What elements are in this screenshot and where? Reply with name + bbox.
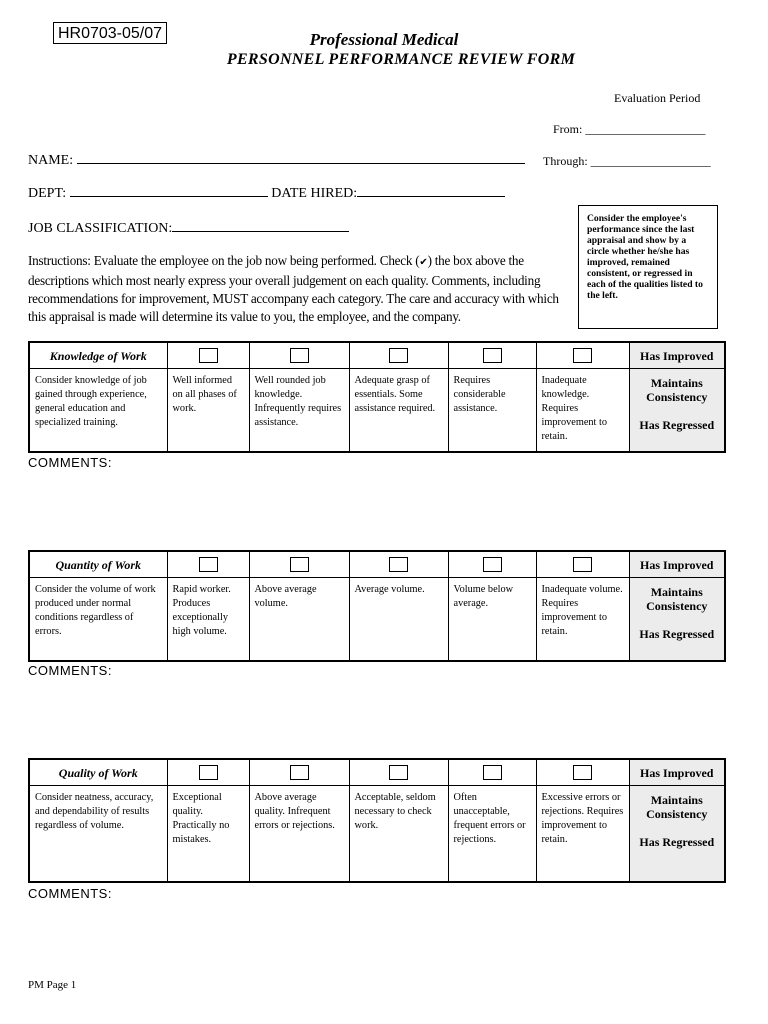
checkbox-icon[interactable] bbox=[199, 765, 218, 780]
rating-checkbox[interactable] bbox=[249, 759, 349, 786]
status-options bbox=[629, 369, 725, 452]
level-description: Well rounded job knowledge. Infrequently requires assistance. bbox=[249, 369, 349, 452]
checkbox-icon[interactable] bbox=[389, 765, 408, 780]
job-classification-label: JOB CLASSIFICATION: bbox=[28, 221, 173, 236]
appraisal-note-box: Consider the employee's performance since the last appraisal and show by a circle whether he/she has improved, remained consistent, or regressed in each of the qualities listed to the left. bbox=[578, 205, 718, 329]
level-description: Above average quality. Infrequent errors or rejections. bbox=[249, 786, 349, 882]
level-description: Exceptional quality. Practically no mistakes. bbox=[167, 786, 249, 882]
name-field[interactable] bbox=[28, 151, 525, 169]
checkbox-icon[interactable] bbox=[199, 348, 218, 363]
form-title-line1: Professional Medical bbox=[309, 30, 459, 49]
status-maintains-line1: Maintains bbox=[650, 376, 703, 390]
instructions bbox=[28, 252, 568, 326]
status-maintains[interactable] bbox=[635, 793, 720, 821]
category-title: Quality of Work bbox=[29, 759, 167, 786]
status-maintains[interactable] bbox=[635, 376, 720, 404]
category-description: Consider the volume of work produced under normal conditions regardless of errors. bbox=[29, 578, 167, 661]
comments-label: COMMENTS: bbox=[28, 886, 112, 901]
evaluation-period-label: Evaluation Period bbox=[614, 91, 701, 105]
status-has-regressed[interactable]: Has Regressed bbox=[639, 418, 715, 432]
status-has-improved[interactable]: Has Improved bbox=[629, 759, 725, 786]
section-quality-of-work bbox=[28, 758, 726, 883]
status-has-improved[interactable]: Has Improved bbox=[629, 342, 725, 369]
comments-label: COMMENTS: bbox=[28, 455, 112, 470]
checkbox-icon[interactable] bbox=[199, 557, 218, 572]
level-description: Inadequate knowledge. Requires improvement to retain. bbox=[536, 369, 629, 452]
status-maintains-line1: Maintains bbox=[650, 585, 703, 599]
checkbox-icon[interactable] bbox=[483, 765, 502, 780]
category-title: Quantity of Work bbox=[29, 551, 167, 578]
checkbox-icon[interactable] bbox=[290, 765, 309, 780]
level-description: Above average volume. bbox=[249, 578, 349, 661]
status-maintains-line1: Maintains bbox=[650, 793, 703, 807]
dept-field[interactable] bbox=[28, 184, 505, 202]
status-maintains-line2: Consistency bbox=[646, 807, 708, 821]
rating-checkbox[interactable] bbox=[349, 342, 448, 369]
category-description: Consider neatness, accuracy, and dependability of results regardless of volume. bbox=[29, 786, 167, 882]
job-classification-input-line[interactable] bbox=[172, 219, 349, 232]
category-description: Consider knowledge of job gained through experience, general education and specialized training. bbox=[29, 369, 167, 452]
job-classification-field[interactable] bbox=[28, 219, 349, 237]
rating-checkbox[interactable] bbox=[349, 759, 448, 786]
level-description: Adequate grasp of essentials. Some assistance required. bbox=[349, 369, 448, 452]
name-input-line[interactable] bbox=[77, 151, 525, 164]
status-maintains-line2: Consistency bbox=[646, 390, 708, 404]
rating-checkbox[interactable] bbox=[536, 551, 629, 578]
comments-label: COMMENTS: bbox=[28, 663, 112, 678]
rating-checkbox[interactable] bbox=[448, 551, 536, 578]
level-description: Inadequate volume. Requires improvement to retain. bbox=[536, 578, 629, 661]
checkbox-icon[interactable] bbox=[573, 348, 592, 363]
rating-checkbox[interactable] bbox=[167, 551, 249, 578]
status-options bbox=[629, 786, 725, 882]
level-description: Excessive errors or rejections. Requires improvement to retain. bbox=[536, 786, 629, 882]
rating-checkbox[interactable] bbox=[536, 759, 629, 786]
rating-checkbox[interactable] bbox=[167, 759, 249, 786]
category-title: Knowledge of Work bbox=[29, 342, 167, 369]
instructions-text-end: ) the box above the descriptions which most nearly express your overall judgement on each quality. Comments, including recommendations for improvement, MUST accompany each category. The care and accuracy with which this appraisal is made will determine its value to you, the employee, and the company. bbox=[28, 253, 559, 324]
level-description: Rapid worker. Produces exceptionally high volume. bbox=[167, 578, 249, 661]
through-field[interactable]: Through: ____________________ bbox=[543, 154, 711, 168]
checkbox-icon[interactable] bbox=[290, 348, 309, 363]
dept-label: DEPT: bbox=[28, 186, 67, 201]
rating-checkbox[interactable] bbox=[249, 551, 349, 578]
checkbox-icon[interactable] bbox=[290, 557, 309, 572]
page-footer: PM Page 1 bbox=[28, 979, 77, 991]
checkbox-icon[interactable] bbox=[483, 557, 502, 572]
rating-checkbox[interactable] bbox=[536, 342, 629, 369]
dept-input-line[interactable] bbox=[70, 184, 268, 197]
rating-checkbox[interactable] bbox=[249, 342, 349, 369]
form-code: HR0703-05/07 bbox=[53, 22, 167, 44]
status-maintains-line2: Consistency bbox=[646, 599, 708, 613]
checkbox-icon[interactable] bbox=[389, 348, 408, 363]
section-quantity-of-work bbox=[28, 550, 726, 662]
section-knowledge-of-work bbox=[28, 341, 726, 453]
level-description: Average volume. bbox=[349, 578, 448, 661]
rating-checkbox[interactable] bbox=[167, 342, 249, 369]
check-mark-icon: ✔ bbox=[419, 257, 428, 268]
form-title-line2: PERSONNEL PERFORMANCE REVIEW FORM bbox=[226, 51, 576, 68]
level-description: Requires considerable assistance. bbox=[448, 369, 536, 452]
name-label: NAME: bbox=[28, 153, 74, 168]
instructions-text-start: Instructions: Evaluate the employee on the job now being performed. Check ( bbox=[28, 253, 420, 268]
status-has-improved[interactable]: Has Improved bbox=[629, 551, 725, 578]
status-options bbox=[629, 578, 725, 661]
checkbox-icon[interactable] bbox=[389, 557, 408, 572]
checkbox-icon[interactable] bbox=[573, 557, 592, 572]
level-description: Volume below average. bbox=[448, 578, 536, 661]
date-hired-label: DATE HIRED: bbox=[271, 186, 358, 201]
date-hired-input-line[interactable] bbox=[357, 184, 505, 197]
rating-checkbox[interactable] bbox=[448, 759, 536, 786]
from-field[interactable]: From: ____________________ bbox=[553, 122, 706, 136]
rating-checkbox[interactable] bbox=[448, 342, 536, 369]
checkbox-icon[interactable] bbox=[483, 348, 502, 363]
level-description: Well informed on all phases of work. bbox=[167, 369, 249, 452]
rating-checkbox[interactable] bbox=[349, 551, 448, 578]
level-description: Acceptable, seldom necessary to check work. bbox=[349, 786, 448, 882]
checkbox-icon[interactable] bbox=[573, 765, 592, 780]
level-description: Often unacceptable, frequent errors or rejections. bbox=[448, 786, 536, 882]
status-has-regressed[interactable]: Has Regressed bbox=[639, 835, 715, 849]
status-has-regressed[interactable]: Has Regressed bbox=[639, 627, 715, 641]
status-maintains[interactable] bbox=[635, 585, 720, 613]
